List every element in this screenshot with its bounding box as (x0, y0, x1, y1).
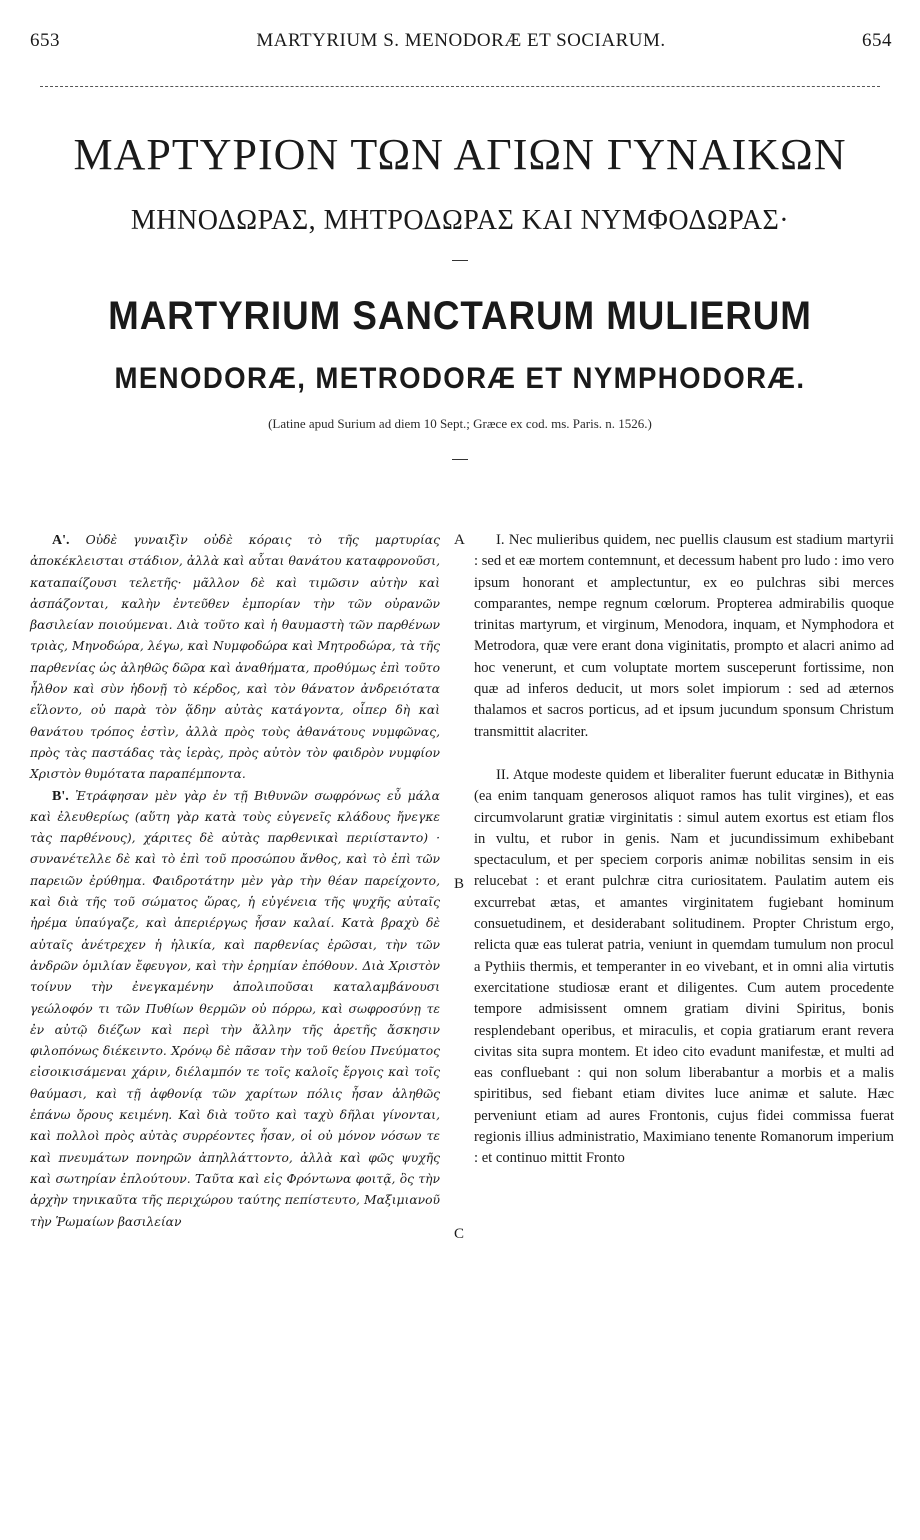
greek-subtitle: ΜΗΝΟΔΩΡΑΣ, ΜΗΤΡΟΔΩΡΑΣ ΚΑΙ ΝΥΜΦΟΔΩΡΑΣ· (130, 205, 790, 236)
greek-paragraph-1 (30, 530, 440, 786)
section-number: Α'. (52, 533, 70, 548)
section-number: Β'. (52, 788, 69, 804)
latin-title: MARTYRIUM SANCTARUM MULIERUM (108, 294, 812, 338)
title-divider (452, 260, 468, 261)
page-number-left: 653 (30, 30, 60, 51)
header-rule (40, 86, 880, 87)
running-title: MARTYRIUM S. MENODORÆ ET SOCIARUM. (256, 30, 666, 51)
page-number-right: 654 (862, 30, 892, 51)
margin-marker-a: A (454, 532, 465, 548)
source-note: (Latine apud Surium ad diem 10 Sept.; Græce ex cod. ms. Paris. n. 1526.) (268, 416, 652, 431)
latin-subtitle: MENODORÆ, METRODORÆ ET NYMPHODORÆ. (114, 362, 806, 395)
margin-marker-b: B (454, 876, 465, 892)
greek-title: ΜΑΡΤΥΡΙΟΝ ΤΩΝ ΑΓΙΩΝ ΓΥΝΑΙΚΩΝ (73, 130, 847, 179)
running-head (30, 30, 892, 60)
title-block (20, 130, 900, 460)
paragraph-text: Οὐδὲ γυναιξὶν οὐδὲ κόραις τὸ τῆς μαρτυρίας ἀποκέκλεισται στάδιον, ἀλλὰ καὶ αὗται θανάτου καταφρονοῦσι, καταπαίζουσι τελετῆς· μᾶλλον δὲ καὶ τιμῶσιν αὐτὴν καὶ ἀσπάζονται, καλὴν ἐντεῦθεν ἐμπορίαν τὴν τῶν οὐρανῶν βασιλείαν ποιούμεναι. Διὰ τοῦτο καὶ ἡ θαυμαστὴ τῶν παρθένων τριὰς, Μηνοδώρα, λέγω, καὶ Νυμφοδώρα καὶ Μητροδώρα, τὰ τῆς παρθενίας ὡς ἀληθῶς δῶρα καὶ ἀναθήματα, προθύμως ἐπὶ τοῦτο ἦλθον καὶ σὺν ἡδονῇ τὸ κέρδος, καὶ τὸν θάνατον ἀνδρειότατα εἵλοντο, οὐ παρὰ τὸν ᾅδην αὐτὰς κατάγοντα, οἷπερ δὴ καὶ θανάτου τρόπος ἐστὶν, ἀλλὰ πρὸς τοὺς ἀθανάτους νυμφῶνας, πρὸς τὰς παστάδας τὰς ἱερὰς, πρὸς αὐτὸν τὸν φαιδρὸν νυμφίον Χριστὸν θυμότατα παραπέμποντα. (30, 533, 440, 782)
greek-paragraph-2 (30, 786, 440, 1233)
margin-marker-c: C (454, 1226, 465, 1242)
greek-column (30, 530, 440, 1233)
text-columns (30, 530, 896, 1470)
section-number: I. (496, 532, 505, 548)
latin-paragraph-1 (474, 530, 894, 743)
section-number: II. (496, 766, 510, 783)
paragraph-text: Atque modeste quidem et liberaliter fuerunt educatæ in Bithynia (ea enim tanquam generosos aliquot ramos has tulit virgines), et eas circumvolarunt gratiæ virginitatis : simul autem exortus est etiam flos in vultu, et rubor in genis. Nam et jucundissimum exhibebant spectaculum, et per speciem corporis animæ nobilitas sensim in eis relucebat : et erant pulchræ citra curiositatem. Paulatim autem eis excurrebat ætas, et amantes virginitatem fugiebant hominum consuetudinem, et desiderabant solitudinem. Propter Christum ergo, relicta quæ eas tulerat patria, veniunt in quemdam tumulum non procul a Pythiis thermis, et temperanter in eo vivebant, et in omni alia virtutis exercitatione studiosæ erant et diligentes. Cum autem procedente tempore admisissent omnem gratiam divini Spiritus, bonis resplendebant operibus, et miraculis, et copia gratiarum erant revera civitas sita supra montem. Et ideo cito evadunt manifestæ, et multi ad eas confluebant : qui non solum liberabantur a morbis et a malis spiritibus, sed fiebant etiam divites luce animæ et salute. Hæc perveniunt etiam ad aures Frontonis, cujus fidei commissa fuerat regionis illius administratio, Maximiano tenente Romanorum imperium : et continuo mittit Fronto (474, 766, 895, 1167)
paragraph-text: Ἐτράφησαν μὲν γὰρ ἐν τῇ Βιθυνῶν σωφρόνως εὖ μάλα καὶ ἐλευθερίως (αὕτη γὰρ κατὰ τοὺς εὐγενεῖς κλάδους ἤνεγκε τὰς παρθένους), χάριτες δὲ αὐτὰς παρθενικαὶ περιίσταντο) · συνανέτελλε δὲ καὶ τὸ ἐπὶ τοῦ προσώπου ἄνθος, καὶ τὸ ἐπὶ τῶν παρειῶν ἐρύθημα. Φαιδροτάτην μὲν γὰρ τὴν θέαν παρείχοντο, καὶ διὰ τῆς τοῦ σώματος ὥρας, ἡ εὐγένεια τῆς ψυχῆς αὐταῖς ἠρέμα ὑπαύγαζε, καὶ ἀπεριέργως ἦσαν καλαί. Κατὰ βραχὺ δὲ αὐταῖς ἀνέτρεχεν ἡ ἡλικία, καὶ παρθενίας ἐρῶσαι, τὴν τῶν ἀνδρῶν ὁμιλίαν ἔφευγον, καὶ τὴν ἐρημίαν ἐπόθουν. Διὰ Χριστὸν τοίνυν τὴν ἐνεγκαμένην ἀπολιποῦσαι καταλαμβάνουσι γεώλοφόν τι τῶν Πυθίων θερμῶν οὐ πόρρω, καὶ σωφροσύνῃ τε ἐν αὐτῷ διέζων καὶ περὶ τὴν ἄλλην τῆς ἀρετῆς ἄσκησιν φιλοπόνως διέκειντο. Χρόνῳ δὲ πᾶσαν τὴν τοῦ θείου Πνεύματος εἰσοικισάμεναι χάριν, διέλαμπόν τε τοῖς καλοῖς ἔργοις καὶ τοῖς θαύμασι, καὶ τῇ ἀφθονίᾳ τῶν χαρίτων πόλις ἦσαν ἀληθῶς ἐπάνω ὄρους κειμένη. Καὶ διὰ τοῦτο καὶ ταχὺ δῆλαι γίνονται, καὶ πολλοὶ πρὸς αὐτὰς συρρέοντες ἦσαν, οἱ οὐ μόνον νόσων τε καὶ πνευμάτων πονηρῶν ἀπηλλάττοντο, ἀλλὰ καὶ φῶς ψυχῆς καὶ σωτηρίαν ἐπλούτουν. Ταῦτα καὶ εἰς Φρόντωνα φοιτᾷ, ὃς τὴν ἀρχὴν τηνικαῦτα τῆς περιχώρου ταύτης πεπίστευτο, Μαξιμιανοῦ τὴν Ῥωμαίων βασιλείαν (30, 788, 440, 1229)
latin-column (474, 530, 894, 1170)
paragraph-text: Nec mulieribus quidem, nec puellis clausum est stadium martyrii : sed et eæ mortem contemnunt, et decessum habent pro ludo : imo vero ipsum honorant et amplectuntur, ex eo pulchras sibi merces comparantes, nempe regnum cœlorum. Propterea admirabilis quoque trinitas martyrum, et virginum, Menodora, inquam, et Nymphodora et Metrodora, quæ vere erant dona viginitatis, prompto et alacri animo ad hoc venerunt, et cum voluptate mortem susceperunt fortissime, non quæ ad inferos deducit, ut mors solet impiorum : sed ad æternos thalamos et sacros porticus, ad et ipsum jucundum sponsum Christum transmittit alacriter. (474, 532, 894, 740)
source-divider (452, 459, 468, 460)
latin-paragraph-2 (474, 765, 894, 1170)
